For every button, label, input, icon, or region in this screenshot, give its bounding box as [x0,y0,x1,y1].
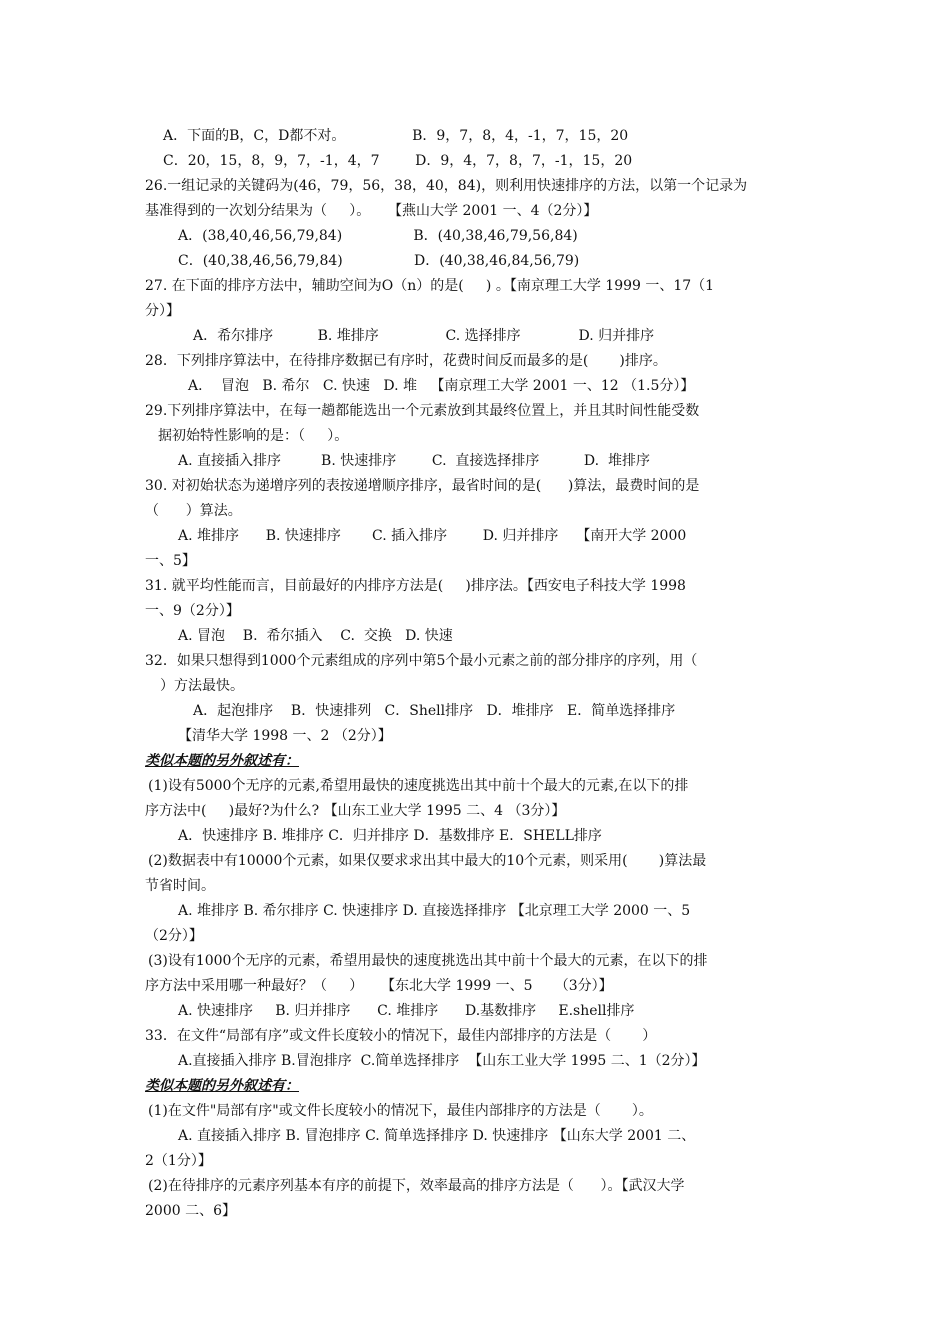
text-line: A.直接插入排序 B.冒泡排序 C.简单选择排序 【山东工业大学 1995 二、1（2分）】 [178,1053,706,1069]
question-32: 32．如果只想得到1000个元素组成的序列中第5个最小元素之前的部分排序的序列，用（ [145,653,698,669]
text-line: 节省时间。 [145,878,215,894]
question-28: 28．下列排序算法中，在待排序数据已有序时，花费时间反而最多的是( )排序。 [145,353,667,369]
text-line: A．快速排序 B. 堆排序 C．归并排序 D．基数排序 E．SHELL排序 [178,828,602,844]
text-line: A．起泡排序 B．快速排列 C．Shell排序 D．堆排序 E．简单选择排序 [193,703,676,719]
text-line: 2（1分）】 [145,1153,212,1169]
text-line: 据初始特性影响的是：（ ）。 [158,428,349,444]
text-line: C．(40,38,46,56,79,84) D．(40,38,46,84,56,79) [178,253,580,269]
text-line: A． 冒泡 B. 希尔 C. 快速 D. 堆 【南京理工大学 2001 一、12 （1.5分）】 [188,378,695,394]
question-27: 27. 在下面的排序方法中，辅助空间为O（n）的是( ) 。【南京理工大学 1999 一、17（1 [145,278,715,294]
text-line: 序方法中采用哪一种最好？（ ） 【东北大学 1999 一、5 （3分）】 [145,978,613,994]
text-line: A．下面的B，C，D都不对。 B．9，7，8，4，-1，7，15，20 [163,128,629,144]
text-line: A. 直接插入排序 B. 冒泡排序 C. 简单选择排序 D. 快速排序 【山东大学 2001 二、 [178,1128,696,1144]
text-line: 一、9（2分）】 [145,603,240,619]
question-29: 29.下列排序算法中，在每一趟都能选出一个元素放到其最终位置上，并且其时间性能受数 [145,403,700,419]
text-line: (1)设有5000个无序的元素,希望用最快的速度挑选出其中前十个最大的元素,在以下的排 [148,778,689,794]
question-31: 31. 就平均性能而言，目前最好的内排序方法是( )排序法。【西安电子科技大学 1998 [145,578,686,594]
text-line: C．20，15，8，9，7，-1，4，7 D．9，4，7，8，7，-1，15，20 [163,153,633,169]
text-line: 【清华大学 1998 一、2 （2分）】 [178,728,392,744]
text-line: 分）】 [145,303,180,319]
text-line: （ ）算法。 [145,503,242,519]
similar-heading: 类似本题的另外叙述有： [145,1078,299,1094]
text-line: A. 快速排序 B. 归并排序 C. 堆排序 D.基数排序 E.shell排序 [178,1003,635,1019]
text-line: (3)设有1000个无序的元素，希望用最快的速度挑选出其中前十个最大的元素，在以下的排 [148,953,708,969]
similar-heading: 类似本题的另外叙述有： [145,753,299,769]
question-30: 30. 对初始状态为递增序列的表按递增顺序排序，最省时间的是( )算法，最费时间的是 [145,478,700,494]
text-line: 基准得到的一次划分结果为（ ）。 【燕山大学 2001 一、4（2分）】 [145,203,598,219]
text-line: 序方法中( )最好?为什么? 【山东工业大学 1995 二、4 （3分）】 [145,803,566,819]
text-line: 一、5】 [145,553,196,569]
question-33: 33．在文件“局部有序”或文件长度较小的情况下，最佳内部排序的方法是（ ） [145,1028,657,1044]
text-line: (2)在待排序的元素序列基本有序的前提下，效率最高的排序方法是（ ）。【武汉大学 [148,1178,685,1194]
text-line: 2000 二、6】 [145,1203,236,1219]
text-line: A．希尔排序 B. 堆排序 C. 选择排序 D. 归并排序 [193,328,655,344]
text-line: (1)在文件"局部有序"或文件长度较小的情况下，最佳内部排序的方法是（ ）。 [148,1103,653,1119]
text-line: A. 堆排序 B. 快速排序 C. 插入排序 D. 归并排序 【南开大学 2000 [178,528,687,544]
text-line: A. 冒泡 B. 希尔插入 C. 交换 D. 快速 [178,628,453,644]
text-line: ）方法最快。 [160,678,244,694]
question-26: 26.一组记录的关键码为(46，79，56，38，40，84)，则利用快速排序的方法，以第一个记录为 [145,178,748,194]
text-line: （2分）】 [145,928,203,944]
text-line: A．(38,40,46,56,79,84) B．(40,38,46,79,56,84) [178,228,578,244]
text-line: (2)数据表中有10000个元素，如果仅要求求出其中最大的10个元素，则采用( )算法最 [148,853,707,869]
text-line: A. 堆排序 B. 希尔排序 C. 快速排序 D. 直接选择排序 【北京理工大学 2000 一、5 [178,903,691,919]
text-line: A. 直接插入排序 B. 快速排序 C. 直接选择排序 D. 堆排序 [178,453,650,469]
